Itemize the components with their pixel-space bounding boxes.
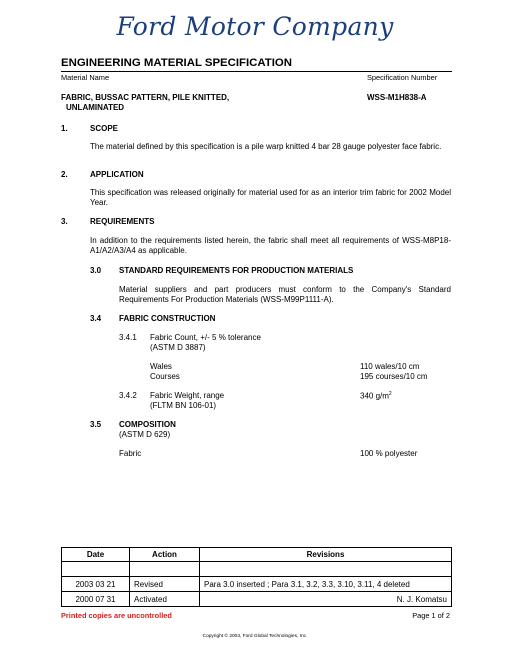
composition-fabric-label: Fabric <box>119 449 142 458</box>
fabric-weight-value <box>360 391 392 401</box>
table-row <box>62 562 452 577</box>
section-title: REQUIREMENTS <box>90 217 155 226</box>
revision-text <box>200 562 452 577</box>
composition-method: (ASTM D 629) <box>119 430 171 439</box>
revision-action <box>130 562 200 577</box>
revision-text: N. J. Komatsu <box>200 592 452 607</box>
subsection-title: STANDARD REQUIREMENTS FOR PRODUCTION MATERIALS <box>119 266 354 275</box>
courses-value: 195 courses/10 cm <box>360 372 428 381</box>
revision-date: 2003 03 21 <box>62 577 130 592</box>
composition-fabric-value: 100 % polyester <box>360 449 418 458</box>
revision-text: Para 3.0 inserted ; Para 3.1, 3.2, 3.3, 3.10, 3.11, 4 deleted <box>200 577 452 592</box>
document-title: ENGINEERING MATERIAL SPECIFICATION <box>61 57 292 69</box>
date-header: Date <box>62 548 130 562</box>
application-text: This specification was released originally for material used for as an interior trim fabric for 2002 Model Year. <box>90 188 451 207</box>
subsection-number: 3.4 <box>90 314 102 323</box>
revision-date <box>62 562 130 577</box>
revision-action: Activated <box>130 592 200 607</box>
subsection-title: COMPOSITION <box>119 420 176 429</box>
section-number: 2. <box>61 170 68 179</box>
section-number: 3. <box>61 217 68 226</box>
standard-text: Material suppliers and part producers must conform to the Company's Standard Requirements For Production Materials (WSS-M99P1111-A). <box>119 285 451 304</box>
revision-header-row <box>62 548 452 562</box>
uncontrolled-notice: Printed copies are uncontrolled <box>61 611 172 620</box>
fabric-weight-label: Fabric Weight, range <box>150 391 225 400</box>
revisions-header: Revisions <box>200 548 452 562</box>
revision-date: 2000 07 31 <box>62 592 130 607</box>
scope-text: The material defined by this specification is a pile warp knitted 4 bar 28 gauge polyester face fabric. <box>90 142 442 151</box>
fabric-weight-method: (FLTM BN 106-01) <box>150 401 217 410</box>
page-number: Page 1 of 2 <box>412 611 450 620</box>
material-name-line1: FABRIC, BUSSAC PATTERN, PILE KNITTED, <box>61 93 230 102</box>
spec-number: WSS-M1H838-A <box>367 93 427 102</box>
courses-label: Courses <box>150 372 180 381</box>
action-header: Action <box>130 548 200 562</box>
section-number: 1. <box>61 124 68 133</box>
wales-value: 110 wales/10 cm <box>360 362 420 371</box>
subsection-number: 3.5 <box>90 420 102 429</box>
item-number: 3.4.1 <box>119 333 137 342</box>
fabric-count-label: Fabric Count, +/- 5 % tolerance <box>150 333 261 342</box>
requirements-text: In addition to the requirements listed herein, the fabric shall meet all requirements of WSS-M8P18-A1/A2/A3/A4 as applicable. <box>90 236 451 255</box>
fabric-weight-exponent: 2 <box>388 391 392 397</box>
ford-logo: Ford Motor Company <box>116 12 394 41</box>
revision-action: Revised <box>130 577 200 592</box>
subsection-title: FABRIC CONSTRUCTION <box>119 314 216 323</box>
section-title: SCOPE <box>90 124 119 133</box>
section-title: APPLICATION <box>90 170 144 179</box>
table-row <box>62 592 452 607</box>
fabric-weight-number: 340 g/m <box>360 391 389 401</box>
revision-table <box>61 547 452 607</box>
material-name-line2: UNLAMINATED <box>66 103 125 112</box>
fabric-count-method: (ASTM D 3887) <box>150 343 206 352</box>
subsection-number: 3.0 <box>90 266 102 275</box>
item-number: 3.4.2 <box>119 391 137 400</box>
table-row <box>62 577 452 592</box>
material-name-label: Material Name <box>61 73 110 82</box>
wales-label: Wales <box>150 362 172 371</box>
spec-number-label: Specification Number <box>367 73 438 82</box>
copyright: Copyright © 2003, Ford Global Technologies, Inc. <box>202 634 308 639</box>
